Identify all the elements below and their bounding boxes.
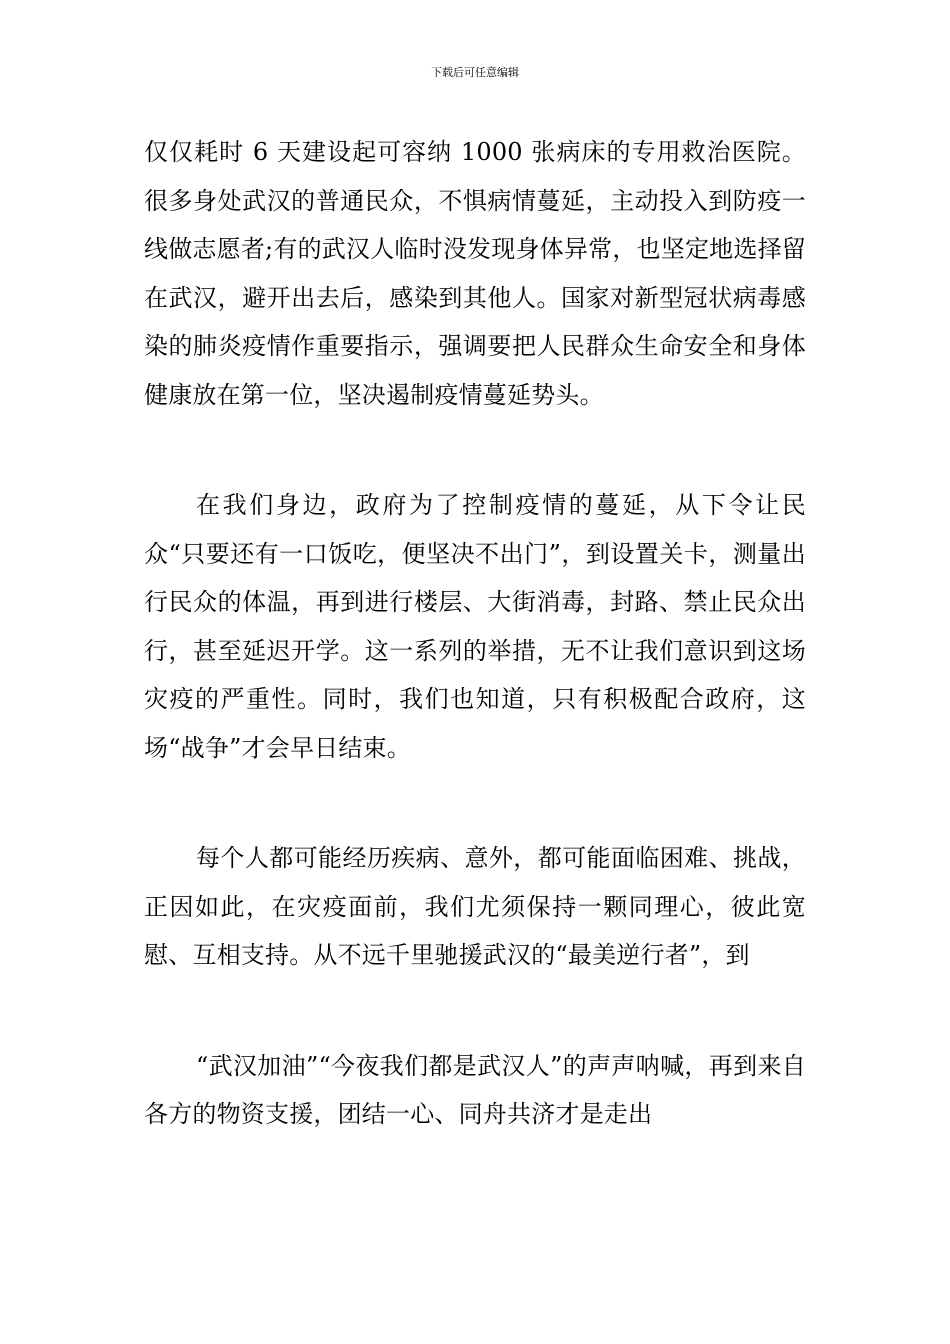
header-note: 下载后可任意编辑 (431, 66, 519, 79)
paragraph-3: 每个人都可能经历疾病、意外，都可能面临困难、挑战，正因如此，在灾疫面前，我们尤须保持一颗同理心，彼此宽慰、互相支持。从不远千里驰援武汉的“最美逆行者”，到 (144, 844, 806, 969)
document-body (144, 128, 806, 1139)
paragraph-gap (144, 980, 806, 1042)
paragraph-gap (144, 772, 806, 834)
paragraph-1: 仅仅耗时 6 天建设起可容纳 1000 张病床的专用救治医院。很多身处武汉的普通民众，不惧病情蔓延，主动投入到防疫一线做志愿者;有的武汉人临时没发现身体异常，也坚定地选择留在武汉，避开出去后，感染到其他人。国家对新型冠状病毒感染的肺炎疫情作重要指示，强调要把人民群众生命安全和身体健康放在第一位，坚决遏制疫情蔓延势头。 (144, 138, 806, 409)
paragraph-2: 在我们身边，政府为了控制疫情的蔓延，从下令让民众“只要还有一口饭吃，便坚决不出门”，到设置关卡，测量出行民众的体温，再到进行楼层、大街消毒，封路、禁止民众出行，甚至延迟开学。这一系列的举措，无不让我们意识到这场灾疫的严重性。同时，我们也知道，只有积极配合政府，这场“战争”才会早日结束。 (144, 491, 806, 762)
paragraph-gap (144, 419, 806, 481)
paragraph-4: “武汉加油”“今夜我们都是武汉人”的声声呐喊，再到来自各方的物资支援，团结一心、同舟共济才是走出 (144, 1051, 806, 1128)
